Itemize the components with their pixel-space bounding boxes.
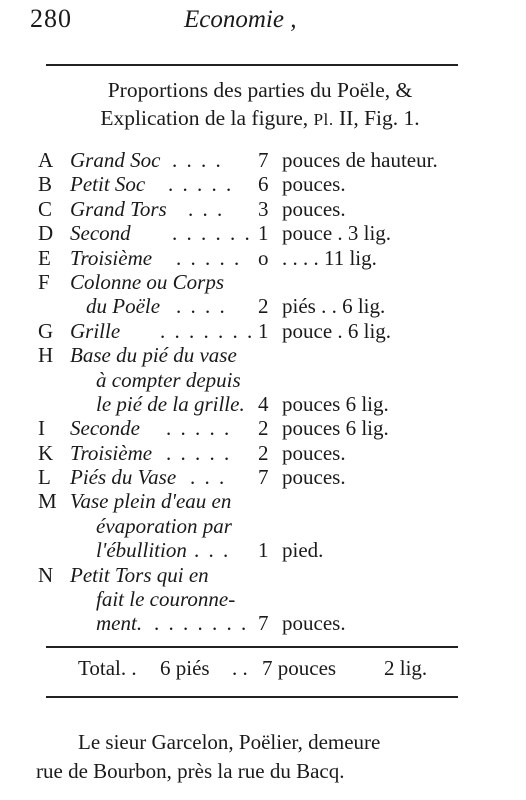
running-header [0,4,526,34]
table-row [0,587,526,611]
row-leader-dots: . . . [190,465,227,490]
table-caption [40,76,480,134]
row-letter: L [38,465,51,490]
row-part-name: à compter depuis [96,367,241,392]
row-unit: pouces 6 lig. [282,416,389,441]
caption-line-2-post: II, Fig. 1. [333,106,420,130]
row-letter: H [38,343,54,368]
total-sep: . . [232,656,248,680]
table-row [0,441,526,465]
row-part-name: Second [70,221,131,246]
table-row [0,392,526,416]
table-row [0,368,526,392]
row-leader-dots: . . . [194,538,231,563]
total-feet: 6 piés [160,656,210,680]
page-number: 280 [30,4,72,33]
row-unit: . . . . 11 lig. [282,245,377,270]
row-part-name: Base du pié du vase [70,343,237,368]
row-value: 1 [258,221,269,246]
total-lines: 2 lig. [384,656,428,680]
row-part-name: Vase plein d'eau en [70,489,232,514]
row-part-name: Grille [70,318,121,343]
row-value: 2 [258,294,269,319]
row-leader-dots: . . . . . . . [160,318,255,343]
row-leader-dots: . . . . . . . [154,611,249,636]
row-part-name: Troisième [70,245,153,270]
row-letter: D [38,221,54,246]
row-part-name: Petit Soc [70,172,146,197]
row-part-name: Petit Tors qui en [70,562,209,587]
row-letter: E [38,245,51,270]
row-part-name: Grand Soc [70,148,161,172]
row-value: 1 [258,318,269,343]
row-part-name: du Poële [86,294,161,319]
footer-line-1: Le sieur Garcelon, Poëlier, demeure [78,730,381,754]
row-letter: K [38,440,54,465]
row-unit: pouces 6 lig. [282,391,389,416]
total-inches: 7 pouces [262,656,337,680]
row-leader-dots: . . . . [176,294,227,319]
table-row [0,172,526,196]
caption-line-2 [40,104,480,134]
row-value: 2 [258,416,269,441]
row-letter: N [38,562,54,587]
row-part-name: Colonne ou Corps [70,269,225,294]
row-part-name: fait le couronne- [96,587,236,612]
row-part-name: Troisième [70,440,153,465]
top-rule [46,64,458,66]
row-unit: pouces. [282,172,346,197]
row-part-name: ment. [96,611,143,636]
table-row [0,611,526,635]
row-unit: pouce . 3 lig. [282,221,392,246]
row-letter: F [38,269,50,294]
row-unit: pouces. [282,465,346,490]
table-row [0,319,526,343]
table-row [0,343,526,367]
total-rule-top [46,646,458,648]
row-part-name: Seconde [70,416,140,441]
row-leader-dots: . . . . [172,148,223,172]
row-part-name: Grand Tors [70,196,167,221]
total-rule-bottom [46,696,458,698]
caption-line-2-pre: Explication de la figure, [100,106,314,130]
row-unit: pouces. [282,196,346,221]
footer-line-2: rue de Bourbon, près la rue du Bacq. [36,759,345,783]
table-row [0,465,526,489]
row-letter: B [38,172,53,197]
row-value: 4 [258,391,269,416]
caption-plate-label: Pl. [313,110,334,129]
row-leader-dots: . . . . . . [172,221,252,246]
row-letter: I [38,416,45,441]
row-letter: C [38,196,53,221]
row-value: 7 [258,611,269,636]
row-value: 3 [258,196,269,221]
total-label: Total. . [78,656,137,680]
table-row [0,514,526,538]
proportions-table [0,148,526,636]
table-row [0,197,526,221]
row-part-name: Piés du Vase [70,465,177,490]
running-title: Economie , [184,6,297,33]
table-row [0,270,526,294]
row-leader-dots: . . . . . [166,440,232,465]
row-leader-dots: . . . . . [176,245,242,270]
table-row [0,294,526,318]
row-unit: pouces. [282,440,346,465]
row-unit: pouce . 6 lig. [282,318,392,343]
row-part-name: le pié de la grille. [96,391,245,416]
row-value: 1 [258,538,269,563]
table-row [0,416,526,440]
row-unit: pouces de hauteur. [282,148,438,172]
row-value: 7 [258,465,269,490]
table-row [0,563,526,587]
row-part-name: évaporation par [96,513,232,538]
row-letter: A [38,148,54,172]
row-letter: G [38,318,54,343]
row-unit: piés . . 6 lig. [282,294,386,319]
row-value: o [258,245,269,270]
row-leader-dots: . . . . . [166,416,232,441]
row-leader-dots: . . . [188,196,225,221]
table-row [0,538,526,562]
row-leader-dots: . . . . . [168,172,234,197]
caption-line-1: Proportions des parties du Poële, & [107,78,413,102]
row-value: 6 [258,172,269,197]
row-unit: pied. [282,538,324,563]
table-row [0,246,526,270]
row-part-name: l'ébullition [96,538,187,563]
row-letter: M [38,489,57,514]
table-row [0,221,526,245]
row-unit: pouces. [282,611,346,636]
table-row [0,148,526,172]
row-value: 7 [258,148,269,172]
table-row [0,489,526,513]
row-value: 2 [258,440,269,465]
